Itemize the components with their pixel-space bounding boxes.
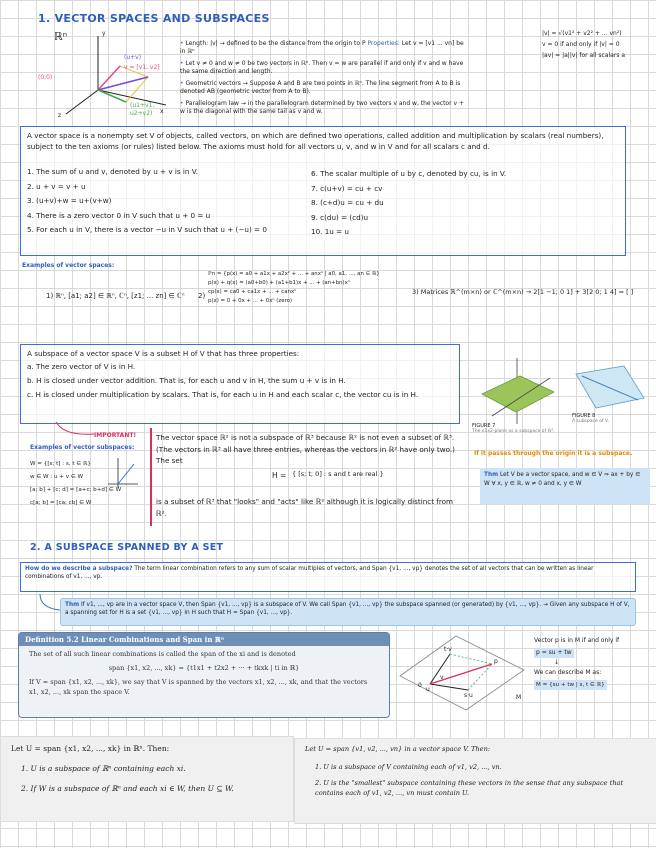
figure-8-caption: A subspace of V. <box>572 419 609 424</box>
geometric-vectors-definition: • Geometric vectors → Suppose A and B are two points in ℝⁿ. The line segment from A to B is denoted AB (geometric vector from A to B). <box>180 80 470 96</box>
example-1: 1) ℝⁿ, [a1; a2] ∈ ℝⁿ, ℂⁿ, [z1; ... zn] ∈ ℂⁿ <box>46 292 185 300</box>
length-definition: • Length: |v| → defined to be the distance from the origin to P Properties: Let v = [v1 ... vn] be in ℝⁿ <box>180 40 470 56</box>
examples-vs-title: Examples of vector spaces: <box>22 262 115 269</box>
definition-5-2-line-1: The set of all such linear combinations is called the span of the xi and is denoted <box>29 650 296 658</box>
label-tv: t·v <box>444 646 452 653</box>
v-label: v = [v1, v2] <box>124 64 160 71</box>
label-su: s·u <box>464 692 473 699</box>
plane-subspace-note: If it passes through the origin it is a subspace. <box>474 450 633 457</box>
figure-7-plane-diagram <box>472 356 562 426</box>
length-property-2: v = 0 if and only if |v| = 0 <box>542 41 620 48</box>
theorem-text: Let V be a vector space, and w ∈ V ⇒ ax + by ∈ W ∀ x, y ∈ ℝ, w ≠ 0 and x, y ∈ W <box>484 472 641 487</box>
y-axis-label: y <box>102 30 106 37</box>
example-3: 3) Matrices ℝ^(m×n) or ℂ^(m×n) → 2[1 −1; 0 1] + 3[2 0; 1 4] = [ ] <box>412 288 634 296</box>
definition-5-2-title: Definition 5.2 Linear Combinations and Span in ℝⁿ <box>19 633 389 646</box>
figure-7 <box>472 356 562 436</box>
vector-space-intro: A vector space is a nonempty set V of objects, called vectors, on which are defined two operations, called addition and multiplication by scalars (real numbers), subject to the ten axioms (or rules) listed below. The axioms must hold for all vectors u, v, and w in V and for all scalars c and d. <box>27 131 604 151</box>
vector-note-line-2: p = su + tw <box>536 649 572 656</box>
label-m: M <box>516 694 522 701</box>
span-answer: The term linear combination refers to any sum of scalar multiples of vectors, and Span {v1, ..., vp} denotes the set of all vectors that can be written as linear combinations of v1, ..., vp. <box>25 566 594 580</box>
theorem-left-item-1: 1. U is a subspace of ℝⁿ containing each xi. <box>21 764 186 773</box>
subspace-intro: A subspace of a vector space V is a subset H of V that has three properties: <box>27 349 300 358</box>
r-n-figure <box>38 30 168 120</box>
r-n-label: ℝⁿ <box>54 30 68 43</box>
important-label: IMPORTANT! <box>94 432 137 439</box>
subspace-definition-box <box>20 344 460 424</box>
length-property-3: |av| = |a||v| for all scalars a <box>542 52 626 59</box>
span-question: How do we describe a subspace? <box>25 566 133 572</box>
length-formula: |v| = √(v1² + v2² + ... vn²) <box>542 30 622 37</box>
span-theorem-box <box>60 598 636 626</box>
important-text-1: The vector space ℝ² is not a subspace of ℝ³ because ℝ² is not even a subset of ℝ³. (The vectors in ℝ³ all have three entries, whereas the vectors in ℝ² have only two.) The set <box>156 433 455 465</box>
example-2-label: 2) <box>198 292 206 300</box>
axioms-left-list <box>27 165 327 238</box>
theorem-left-item-2: 2. If W is a subspace of ℝⁿ and each xi ∈ W, then U ⊆ W. <box>21 784 234 793</box>
set-h-label: H = <box>272 471 287 480</box>
theorem-label: Thm <box>484 472 499 478</box>
subspace-example-sketch <box>104 456 140 490</box>
span-plane-figure <box>396 632 528 712</box>
span-plane-diagram <box>396 632 528 712</box>
section-1-heading: 1. VECTOR SPACES AND SUBSPACES <box>38 12 270 25</box>
figure-8 <box>572 364 648 434</box>
parallelogram-law-definition: • Parallelogram law → in the parallelogram determined by two vectors v and w, the vector v + w is the diagonal with the same tail as v and w. <box>180 100 470 116</box>
theorem-right-card <box>294 738 656 824</box>
section-2-heading: 2. A SUBSPACE SPANNED BY A SET <box>30 542 224 553</box>
example-2-lines: ℙn = {p(x) = a0 + a1x + a2x² + ... + anxⁿ | a0, a1, ..., an ∈ ℝ} p(x) + q(x) = (a0+b0) + (a1+b1)x + ... + (an+bn)xⁿ cp(x) = ca0 + ca1x + ... + canxⁿ p(x) = 0 + 0x + ... + 0xⁿ (zero) <box>208 271 380 304</box>
figure-7-caption: The x1x2-plane as a subspace of ℝ³. <box>472 429 555 434</box>
equal-vectors-definition: • Let v ≠ 0 and w ≠ 0 be two vectors in ℝⁿ. Then v = w are parallel if and only if v and w have the same direction and length. <box>180 60 470 76</box>
vector-u-arrow <box>98 90 126 102</box>
theorem-right-item-1: 1. U is a subspace of V containing each of v1, v2, ..., vn. <box>315 763 502 771</box>
u-label: (u1+v1, u2+v2) <box>130 102 155 117</box>
axiom-2: 2. u + v = v + u <box>27 181 86 191</box>
origin-label: (0,0) <box>38 74 53 81</box>
u-plus-v-label: (u+v) <box>124 54 142 61</box>
vector-u-plus-v-arrow <box>98 77 148 90</box>
axiom-3: 3. (u+v)+w = u+(v+w) <box>27 196 112 205</box>
span-theorem-text: If v1, ..., vp are in a vector space V, then Span {v1, ..., vp} is a subspace of V. We call Span {v1, ..., vp} the subspace spanned (or generated) by {v1, ..., vp}. → Given any subspace H of V, a spanning set for H is a set {v1, ..., vp} in H such that H = Span {v1, ..., vp}. <box>65 602 630 616</box>
axiom-1: 1. The sum of u and v, denoted by u + v is in V. <box>27 167 199 176</box>
x-axis-label: x <box>160 108 164 115</box>
definitions-list <box>170 40 470 116</box>
z-axis-label: z <box>58 112 62 119</box>
vector-note-line-1: Vector p is in M if and only if <box>534 637 620 644</box>
vector-space-definition-box <box>20 126 626 256</box>
axiom-7: 7. c(u+v) = cu + cv <box>311 183 383 193</box>
axiom-8: 8. (c+d)u = cu + du <box>311 198 384 207</box>
set-h-definition: { [s; t; 0] : s and t are real } <box>292 470 384 478</box>
definition-5-2-line-2: If V = span {x1, x2, ..., xk}, we say that V is spanned by the vectors x1, x2, ..., xk, and that the vectors x1, x2, ..., xk span the space V. <box>29 678 368 696</box>
vector-note-line-3: We can describe M as: <box>534 669 602 676</box>
theorem-right-item-2: 2. U is the "smallest" subspace containing these vectors in the sense that any subspace that contains each of v1, v2, ..., vn must contain U. <box>315 779 624 797</box>
axiom-10: 10. 1u = u <box>311 227 349 236</box>
vector-p-note: Vector p is in M if and only if p = su + tw ↓ We can describe M as: M = {su + tw | s, t ∈ ℝ} <box>534 636 652 690</box>
vector-space-theorem-box <box>480 468 650 504</box>
theorem-left-card <box>0 736 294 822</box>
subspace-property-c: c. H is closed under multiplication by scalars. That is, for each u in H and each scalar c, the vector cu is in H. <box>27 390 419 399</box>
axiom-6: 6. The scalar multiple of u by c, denoted by cu, is in V. <box>311 169 507 178</box>
important-divider <box>150 428 152 526</box>
vector-note-line-4: M = {su + tw | s, t ∈ ℝ} <box>536 682 605 688</box>
definition-5-2-box <box>18 632 390 718</box>
subspace-properties <box>21 360 459 402</box>
theorem-right-intro: Let U = span {v1, v2, ..., vn} in a vector space V. Then: <box>305 745 491 753</box>
axiom-4: 4. There is a zero vector 0 in V such that u + 0 = u <box>27 210 211 220</box>
span-question-box <box>20 562 636 592</box>
span-theorem-label: Thm <box>65 602 80 608</box>
theorem-left-intro: Let U = span {x1, x2, ..., xk} in ℝⁿ. Then: <box>11 744 170 753</box>
figure-8-plane-diagram <box>572 364 648 412</box>
important-text-2: is a subset of ℝ³ that "looks" and "acts" like ℝ² although it is logically distinct from ℝ². <box>156 497 454 518</box>
subspace-property-b: b. H is closed under vector addition. That is, for each u and v in H, the sum u + v is in H. <box>27 376 346 385</box>
label-origin: 0 <box>418 682 422 689</box>
examples-subspace-title: Examples of vector subspaces: <box>30 444 135 451</box>
axiom-9: 9. c(du) = (cd)u <box>311 212 369 222</box>
axioms-right-list <box>311 167 611 240</box>
z-axis <box>66 90 98 114</box>
figure-7-label: FIGURE 7 <box>472 423 496 429</box>
examples-subspace-lines: W = {[s; t] : s, t ∈ ℝ} w ∈ W : u + v ∈ W [a; b] + [c; d] = [a+c; b+d] ∈ W c[a; b] = [ca; cb] ∈ W <box>30 461 122 506</box>
subspace-property-a: a. The zero vector of V is in H. <box>27 362 136 371</box>
definition-5-2-formula: span {x1, x2, ..., xk} = {t1x1 + t2x2 + ··· + tkxk | ti in ℝ} <box>108 664 300 672</box>
figure-8-label: FIGURE 8 <box>572 413 596 419</box>
label-p: p <box>494 658 498 665</box>
axiom-5: 5. For each u in V, there is a vector −u in V such that u + (−u) = 0 <box>27 225 267 234</box>
length-properties <box>542 30 652 60</box>
label-u: u <box>426 686 430 693</box>
label-v: v <box>440 674 444 681</box>
